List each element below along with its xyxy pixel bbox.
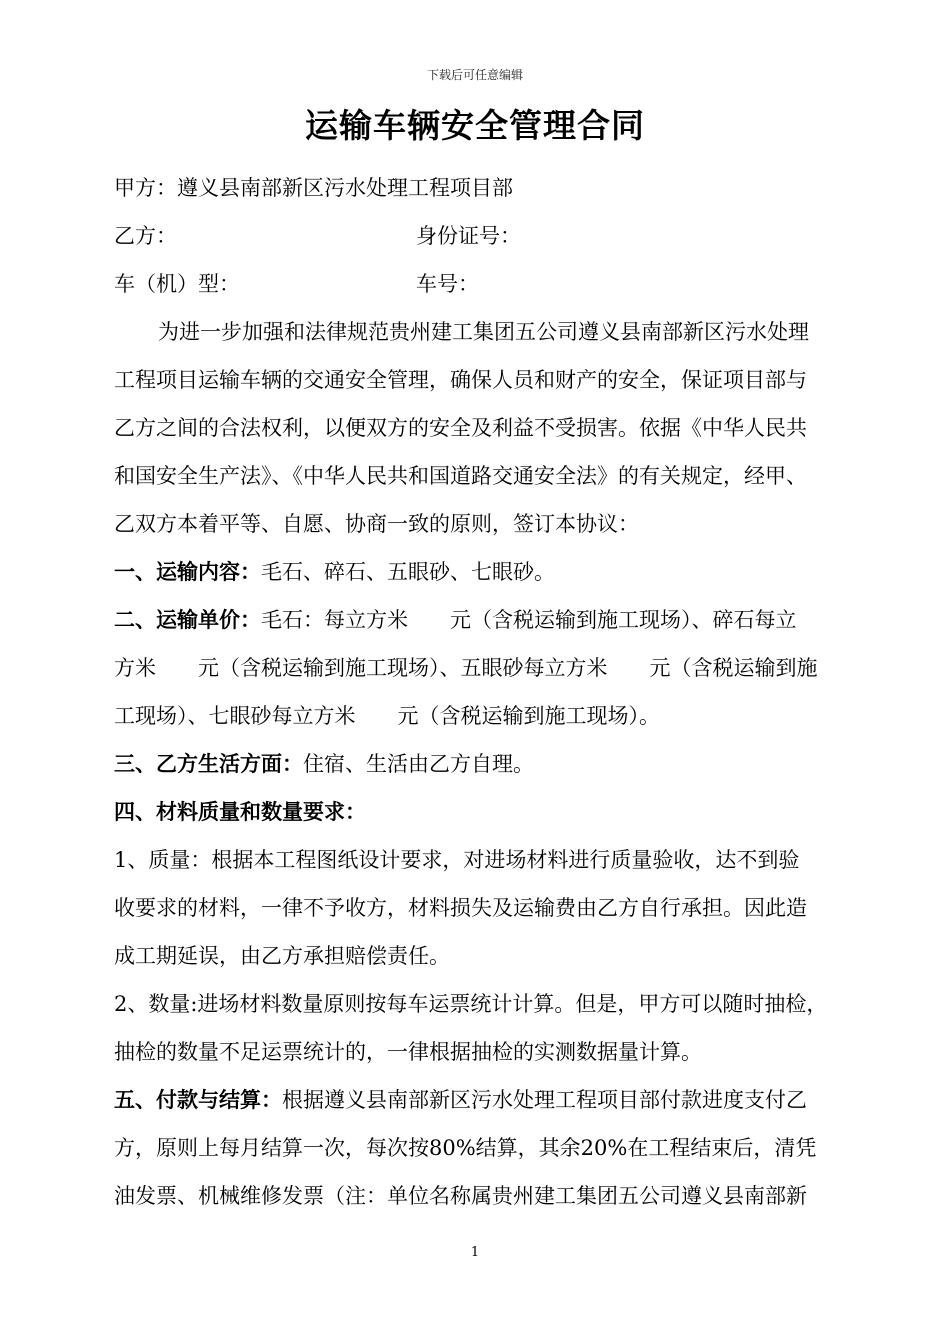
intro-line: 和国安全生产法》、《中华人民共和国道路交通安全法》的有关规定，经甲、 xyxy=(114,464,807,488)
party-a-line: 甲方：遵义县南部新区污水处理工程项目部 xyxy=(114,176,513,200)
section-2-line: 工现场）、七眼砂每立方米 元（含税运输到施工现场）。 xyxy=(114,704,660,728)
quality-line: 成工期延误，由乙方承担赔偿责任。 xyxy=(114,944,450,968)
intro-line: 乙方之间的合法权利，以便双方的安全及利益不受损害。依据《中华人民共 xyxy=(114,416,807,440)
id-number-label: 身份证号： xyxy=(416,224,521,248)
section-1-text: 毛石、碎石、五眼砂、七眼砂。 xyxy=(261,560,555,584)
section-2-line: 方米 元（含税运输到施工现场）、五眼砂每立方米 元（含税运输到施 xyxy=(114,656,818,680)
party-b-line xyxy=(114,212,874,260)
section-5-text: 根据遵义县南部新区污水处理工程项目部付款进度支付乙 xyxy=(282,1088,807,1112)
section-2 xyxy=(114,596,874,644)
document-body xyxy=(114,164,874,1220)
section-2-text: 毛石：每立方米 元（含税运输到施工现场）、碎石每立 xyxy=(261,608,797,632)
header-note: 下载后可任意编辑 xyxy=(426,68,523,82)
party-b-label: 乙方： xyxy=(114,224,177,248)
page-number: 1 xyxy=(470,1245,480,1260)
section-3-heading: 三、乙方生活方面： xyxy=(114,751,303,776)
section-1 xyxy=(114,548,874,596)
quality-line: 收要求的材料，一律不予收方，材料损失及运输费由乙方自行承担。因此造 xyxy=(114,896,807,920)
intro-line: 乙双方本着平等、自愿、协商一致的原则，签订本协议： xyxy=(114,512,639,536)
plate-number-label: 车号： xyxy=(416,272,479,296)
section-4-heading: 四、材料质量和数量要求： xyxy=(114,799,366,824)
intro-line: 为进一步加强和法律规范贵州建工集团五公司遵义县南部新区污水处理 xyxy=(158,320,809,344)
section-3 xyxy=(114,740,874,788)
vehicle-line xyxy=(114,260,874,308)
document-title: 运输车辆安全管理合同 xyxy=(305,106,645,145)
section-5-heading: 五、付款与结算： xyxy=(114,1087,282,1112)
intro-line: 工程项目运输车辆的交通安全管理，确保人员和财产的安全，保证项目部与 xyxy=(114,368,807,392)
section-1-heading: 一、运输内容： xyxy=(114,559,261,584)
vehicle-type-label: 车（机）型： xyxy=(114,272,240,296)
section-3-text: 住宿、生活由乙方自理。 xyxy=(303,752,534,776)
quality-line: 1、质量：根据本工程图纸设计要求，对进场材料进行质量验收，达不到验 xyxy=(114,848,800,872)
section-5-line: 油发票、机械维修发票（注：单位名称属贵州建工集团五公司遵义县南部新 xyxy=(114,1184,807,1208)
section-2-heading: 二、运输单价： xyxy=(114,607,261,632)
section-5-line: 方，原则上每月结算一次，每次按80%结算，其余20%在工程结束后，清凭 xyxy=(114,1136,817,1160)
quantity-line: 2、数量:进场材料数量原则按每车运票统计计算。但是，甲方可以随时抽检， xyxy=(114,992,828,1016)
quantity-line: 抽检的数量不足运票统计的，一律根据抽检的实测数据量计算。 xyxy=(114,1040,702,1064)
section-5 xyxy=(114,1076,874,1124)
